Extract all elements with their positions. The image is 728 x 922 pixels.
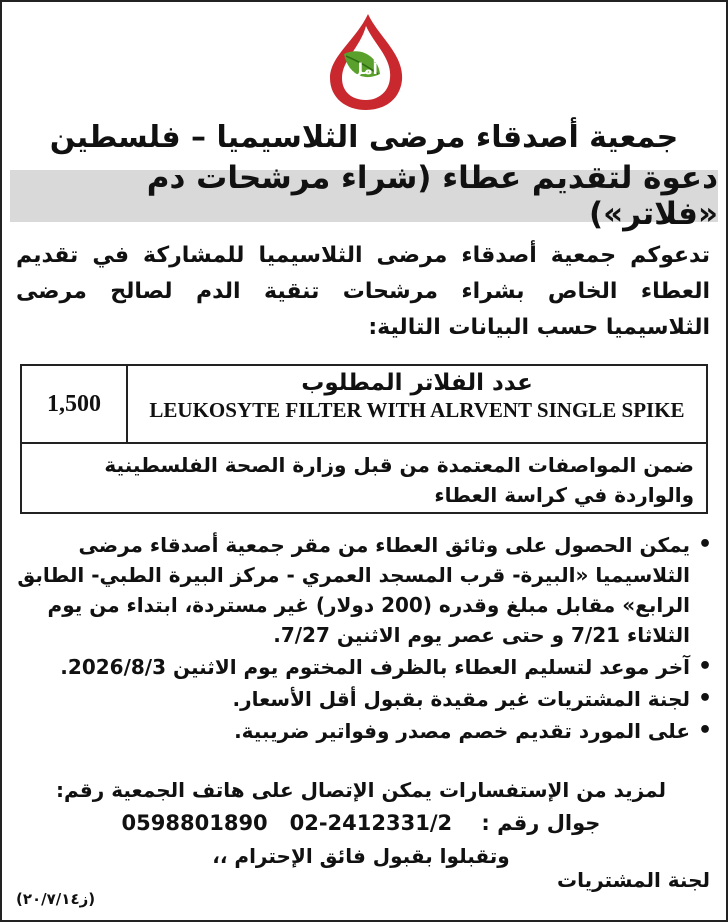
bullet-icon: •	[697, 686, 712, 711]
list-item-text: آخر موعد لتسليم العطاء بالظرف المختوم يوم الاثنين 2026/8/3.	[60, 655, 690, 679]
closing-line: وتقبلوا بقبول فائق الإحترام ،،	[212, 844, 510, 868]
contact-section	[16, 774, 706, 873]
table-row	[22, 366, 706, 444]
list-item	[16, 684, 718, 714]
committee-signature: لجنة المشتريات	[556, 868, 710, 892]
tender-title-banner	[10, 160, 718, 232]
association-logo	[320, 10, 410, 114]
landline-number: 02-2412331/2	[289, 811, 453, 835]
filter-label-ar: عدد الفلاتر المطلوب	[301, 370, 533, 396]
specification-note: ضمن المواصفات المعتمدة من قبل وزارة الصحة الفلسطينية والواردة في كراسة العطاء	[104, 453, 694, 507]
list-item-text: لجنة المشتريات غير مقيدة بقبول أقل الأسعار.	[232, 687, 690, 711]
bullet-icon: •	[697, 718, 712, 743]
phone-numbers	[16, 807, 706, 840]
list-item	[16, 652, 718, 682]
terms-list	[16, 530, 718, 748]
organization-title: جمعية أصدقاء مرضى الثلاسيميا – فلسطين	[49, 120, 679, 155]
tender-title: دعوة لتقديم عطاء (شراء مرشحات دم «فلاتر»)	[146, 160, 718, 232]
bullet-icon: •	[697, 532, 712, 557]
mobile-label: جوال رقم :	[481, 811, 601, 835]
mobile-number: 0598801890	[121, 811, 268, 835]
list-item	[16, 530, 718, 650]
filter-label-en: LEUKOSYTE FILTER WITH ALRVENT SINGLE SPIKE	[149, 398, 685, 422]
requirements-table	[20, 364, 708, 514]
quantity-value: 1,500	[47, 390, 101, 417]
intro-paragraph: تدعوكم جمعية أصدقاء مرضى الثلاسيميا للمشاركة في تقديم العطاء الخاص بشراء مرشحات تنقية الدم لصالح مرضى الثلاسيميا حسب البيانات التالية:	[16, 243, 710, 340]
inquiry-line: لمزيد من الإستفسارات يمكن الإتصال على هاتف الجمعية رقم:	[55, 778, 666, 802]
list-item-text: يمكن الحصول على وثائق العطاء من مقر جمعية أصدقاء مرضى الثلاسيميا «البيرة- قرب المسجد العمري - مركز البيرة الطبي- الطابق الرابع» مقابل مبلغ وقدره (200 دولار) غير مستردة، ابتداء من يوم الثلاثاء 7/21 و حتى عصر يوم الاثنين 7/27.	[17, 533, 690, 647]
reference-code: (ز٢٠/٧/١٤)	[16, 890, 96, 908]
bullet-icon: •	[697, 654, 712, 679]
logo-text: أمل	[350, 60, 378, 78]
filter-description-cell	[126, 366, 706, 442]
quantity-cell	[22, 366, 126, 442]
list-item-text: على المورد تقديم خصم مصدر وفواتير ضريبية.	[234, 719, 690, 743]
list-item	[16, 716, 718, 746]
